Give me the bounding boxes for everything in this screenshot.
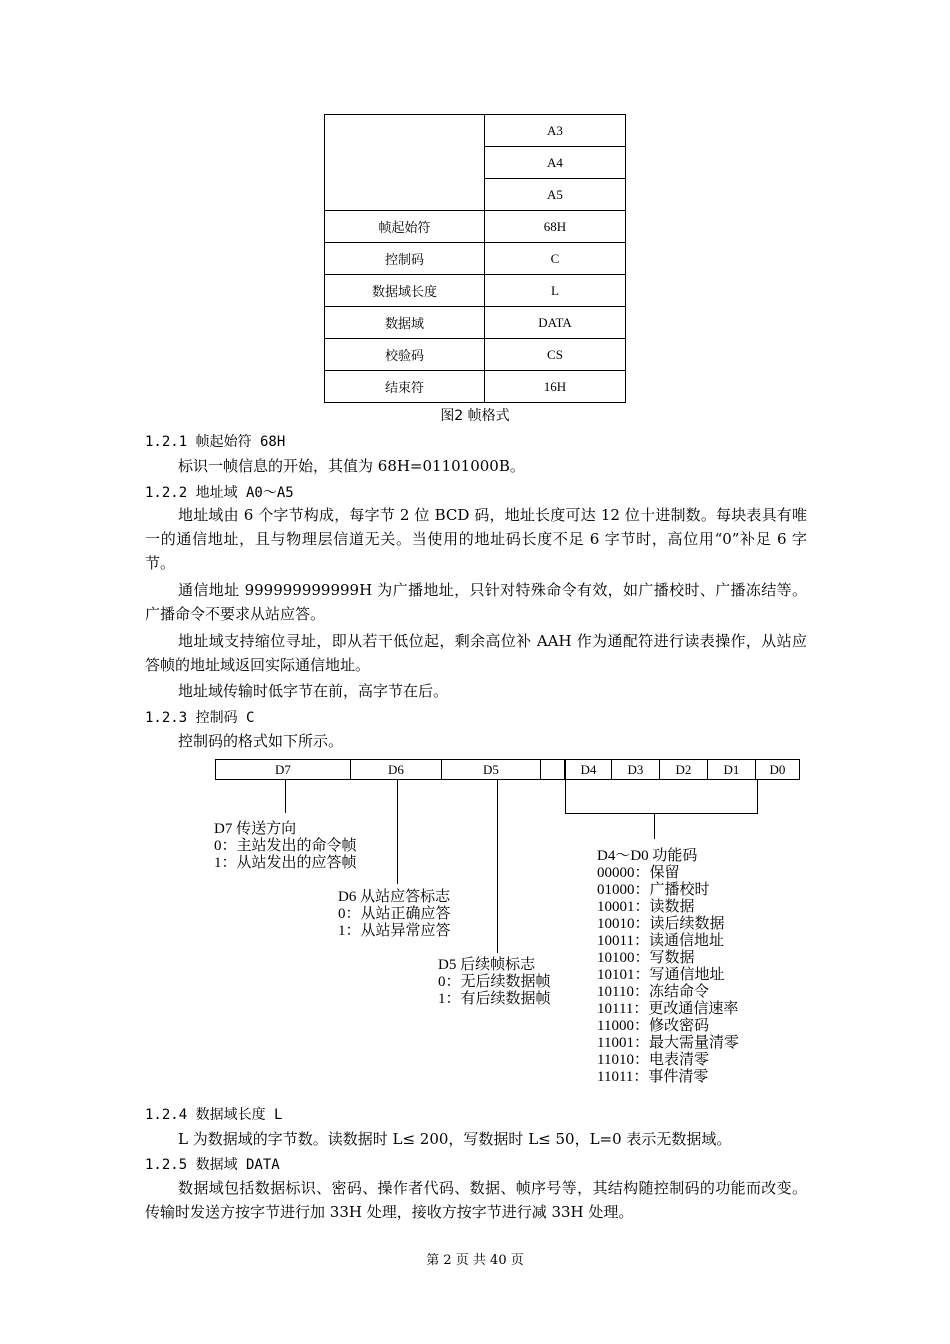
figure-caption: 图2 帧格式 — [440, 408, 510, 424]
section-heading-121: 1.2.1 帧起始符 68H — [145, 434, 286, 450]
d6-option-1: 1：从站异常应答 — [338, 923, 451, 939]
table-cell: C — [485, 243, 626, 275]
table-cell: 数据域长度 — [325, 275, 485, 307]
section-text-125: 数据域包括数据标识、密码、操作者代码、数据、帧序号等，其结构随控制码的功能而改变。传输时发送方按字节进行加 33H 处理，接收方按字节进行减 33H 处理。 — [145, 1179, 807, 1221]
paragraph-address-1: 地址域由 6 个字节构成，每字节 2 位 BCD 码，地址长度可达 12 位十进制数。每块表具有唯一的通信地址，且与物理层信道无关。当使用的地址码长度不足 6 字节时，高位用“0”补足 6 字节。 — [145, 506, 807, 572]
table-row — [325, 115, 626, 147]
table-cell: CS — [485, 339, 626, 371]
paragraph-address-3: 地址域支持缩位寻址，即从若干低位起，剩余高位补 AAH 作为通配符进行读表操作，从站应答帧的地址域返回实际通信地址。 — [145, 632, 807, 674]
connector-d4 — [565, 780, 566, 813]
connector-d6 — [397, 780, 398, 884]
connector-func — [654, 813, 655, 839]
d5-title: D5 后续帧标志 — [438, 957, 536, 973]
table-cell-blank — [325, 115, 485, 211]
table-row — [325, 243, 626, 275]
connector-d5 — [497, 780, 498, 953]
paragraph-address-4: 地址域传输时低字节在前，高字节在后。 — [178, 682, 449, 700]
function-code-item: 10100：写数据 — [597, 950, 695, 966]
table-row — [325, 307, 626, 339]
table-row — [325, 211, 626, 243]
bit-d1: D1 — [708, 760, 756, 779]
section-text-124: L 为数据域的字节数。读数据时 L≤ 200，写数据时 L≤ 50，L=0 表示无数据域。 — [178, 1130, 732, 1148]
function-code-item: 11010：电表清零 — [597, 1052, 709, 1068]
table-cell: 校验码 — [325, 339, 485, 371]
function-code-item: 10011：读通信地址 — [597, 933, 724, 949]
bit-d3: D3 — [612, 760, 660, 779]
table-cell: DATA — [485, 307, 626, 339]
d7-description — [214, 821, 357, 872]
d5-option-1: 1：有后续数据帧 — [438, 991, 551, 1007]
bit-d2: D2 — [660, 760, 708, 779]
d7-option-0: 0：主站发出的命令帧 — [214, 838, 357, 854]
table-row — [325, 275, 626, 307]
connector-d7 — [285, 780, 286, 813]
function-code-item: 10101：写通信地址 — [597, 967, 725, 983]
section-text-121: 标识一帧信息的开始，其值为 68H=01101000B。 — [178, 457, 525, 475]
function-code-item: 10010：读后续数据 — [597, 916, 725, 932]
function-code-item: 11001：最大需量清零 — [597, 1035, 739, 1051]
bit-d4: D4 — [566, 760, 612, 779]
function-code-description — [597, 848, 739, 1086]
function-code-item: 10111：更改通信速率 — [597, 1001, 739, 1017]
function-code-item: 10001：读数据 — [597, 899, 695, 915]
d7-title: D7 传送方向 — [214, 821, 297, 837]
connector-func-bracket — [565, 813, 758, 814]
d6-description — [338, 889, 451, 940]
paragraph-address-2: 通信地址 999999999999H 为广播地址，只针对特殊命令有效，如广播校时、广播冻结等。广播命令不要求从站应答。 — [145, 581, 807, 623]
page-footer: 第 2 页 共 40 页 — [426, 1253, 524, 1268]
table-cell: 帧起始符 — [325, 211, 485, 243]
function-code-item: 10110：冻结命令 — [597, 984, 709, 1000]
section-heading-124: 1.2.4 数据域长度 L — [145, 1107, 283, 1123]
table-row — [325, 371, 626, 403]
section-heading-122: 1.2.2 地址域 A0～A5 — [145, 485, 294, 501]
table-row — [325, 339, 626, 371]
bit-d7: D7 — [216, 760, 351, 779]
d5-option-0: 0：无后续数据帧 — [438, 974, 551, 990]
function-code-item: 11000：修改密码 — [597, 1018, 709, 1034]
bit-d5: D5 — [442, 760, 541, 779]
control-code-bit-row — [215, 759, 800, 780]
d7-option-1: 1：从站发出的应答帧 — [214, 855, 357, 871]
table-cell: 16H — [485, 371, 626, 403]
d5-description — [438, 957, 551, 1008]
bit-d0: D0 — [769, 762, 786, 777]
table-cell: 68H — [485, 211, 626, 243]
table-cell: A3 — [485, 115, 626, 147]
table-cell: A5 — [485, 179, 626, 211]
table-cell: L — [485, 275, 626, 307]
section-heading-125: 1.2.5 数据域 DATA — [145, 1157, 280, 1173]
table-cell: 数据域 — [325, 307, 485, 339]
function-code-item: 11011：事件清零 — [597, 1069, 709, 1085]
d6-title: D6 从站应答标志 — [338, 889, 451, 905]
connector-d0 — [757, 780, 758, 813]
table-cell: A4 — [485, 147, 626, 179]
d6-option-0: 0：从站正确应答 — [338, 906, 451, 922]
section-text-123: 控制码的格式如下所示。 — [178, 732, 344, 750]
function-code-item: 00000：保留 — [597, 865, 680, 881]
section-heading-123: 1.2.3 控制码 C — [145, 710, 255, 726]
frame-format-table — [324, 114, 626, 403]
bit-d4-spacer — [541, 760, 566, 779]
table-cell: 结束符 — [325, 371, 485, 403]
bit-d6: D6 — [351, 760, 442, 779]
table-cell: 控制码 — [325, 243, 485, 275]
function-code-item: 01000：广播校时 — [597, 882, 710, 898]
function-code-title: D4～D0 功能码 — [597, 848, 698, 864]
